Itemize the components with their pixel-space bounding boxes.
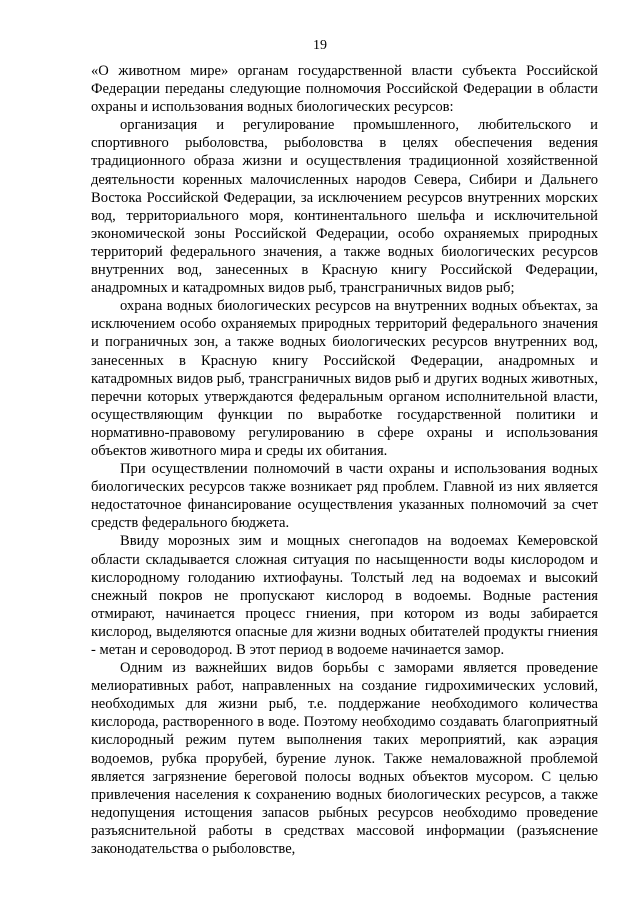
document-body (91, 62, 598, 858)
paragraph-intro: «О животном мире» органам государственной власти субъекта Российской Федерации переданы следующие полномочия Российской Федерации в области охраны и использования водных биологических ресурсов: (91, 63, 598, 116)
paragraph-problems: При осуществлении полномочий в части охраны и использования водных биологических ресурсов также возникает ряд проблем. Главной из них является недостаточное финансирование осуществления указанных полномочий за счет средств федерального бюджета. (91, 461, 598, 532)
page-number: 19 (313, 38, 327, 53)
paragraph-fishing-regulation: организация и регулирование промышленного, любительского и спортивного рыболовства, рыболовства в целях обеспечения ведения традиционного образа жизни и осуществления традиционной хозяйственной деятельности коренных малочисленных народов Севера, Сибири и Дальнего Востока Российской Федерации, за исключением ресурсов внутренних морских вод, территориального моря, континентального шельфа и исключительной экономической зоны Российской Федерации, особо охраняемых природных территорий федерального значения, а также водных биологических ресурсов внутренних вод, занесенных в Красную книгу Российской Федерации, анадромных и катадромных видов рыб, трансграничных видов рыб; (91, 117, 598, 297)
paragraph-winter-oxygen: Ввиду морозных зим и мощных снегопадов на водоемах Кемеровской области складывается сложная ситуация по насыщенности воды кислородом и кислородному голоданию ихтиофауны. Толстый лед на водоемах и высокий снежный покров не пропускают кислород в водоемы. Водные растения отмирают, начинается процесс гниения, при котором из воды забирается кислород, выделяются опасные для жизни водных обитателей продукты гниения - метан и сероводород. В этот период в водоеме начинается замор. (91, 533, 598, 658)
paragraph-resource-protection: охрана водных биологических ресурсов на внутренних водных объектах, за исключением особо охраняемых природных территорий федерального значения и пограничных зон, а также водных биологических ресурсов внутренних вод, занесенных в Красную книгу Российской Федерации, анадромных и катадромных видов рыб, трансграничных видов рыб и других водных животных, перечни которых утверждаются федеральным органом исполнительной власти, осуществляющим функции по выработке государственной политики и нормативно-правовому регулированию в сфере охраны и использования объектов животного мира и среды их обитания. (91, 298, 598, 459)
paragraph-measures: Одним из важнейших видов борьбы с заморами является проведение мелиоративных работ, направленных на создание гидрохимических условий, необходимых для жизни рыб, т.е. поддержание необходимого количества кислорода, растворенного в воде. Поэтому необходимо создавать благоприятный кислородный режим путем выполнения таких мероприятий, как аэрация водоемов, рубка прорубей, бурение лунок. Также немаловажной проблемой является загрязнение береговой полосы водных объектов мусором. С целью привлечения населения к сохранению водных биологических ресурсов, а также недопущения истощения запасов рыбных ресурсов необходимо проведение разъяснительной работы в средствах массовой информации (разъяснение законодательства о рыболовстве, (91, 660, 598, 858)
